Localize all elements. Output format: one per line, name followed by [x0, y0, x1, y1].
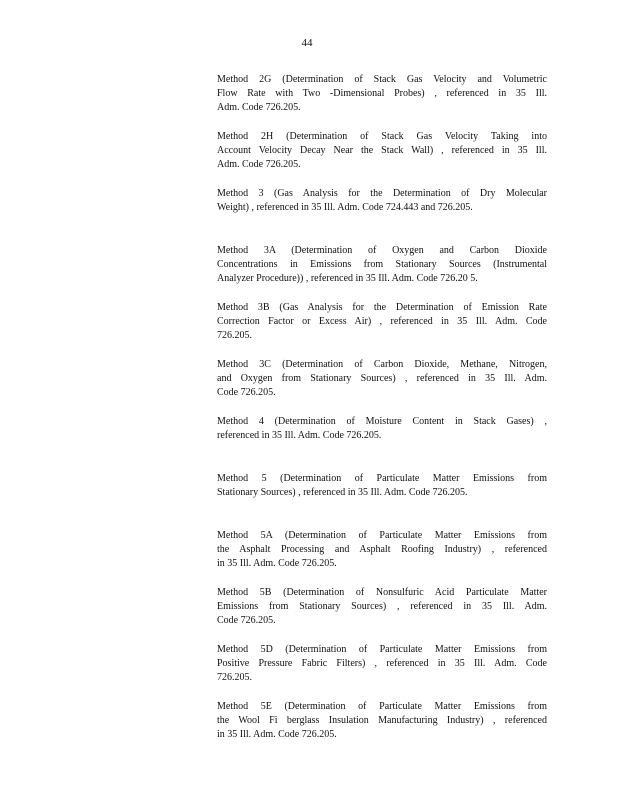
- entry-line: Account Velocity Decay Near the Stack Wall) , referenced in 35 Ill.: [217, 145, 547, 157]
- entry-line: Method 5B (Determination of Nonsulfuric Acid Particulate Matter: [217, 587, 547, 598]
- entry-line: Code 726.205.: [217, 387, 276, 399]
- entry-line: Analyzer Procedure)) , referenced in 35 Ill. Adm. Code 726.20 5.: [217, 273, 478, 285]
- entry-line: Stationary Sources) , referenced in 35 Ill. Adm. Code 726.205.: [217, 487, 468, 499]
- entry-line: Method 3 (Gas Analysis for the Determination of Dry Molecular: [217, 188, 547, 199]
- method-entry: [217, 586, 547, 643]
- entry-line: Method 3A (Determination of Oxygen and Carbon Dioxide: [217, 245, 547, 256]
- entry-line: Correction Factor or Excess Air) , referenced in 35 Ill. Adm. Code: [217, 316, 547, 328]
- method-entry: [217, 130, 547, 187]
- entry-line: Code 726.205.: [217, 615, 276, 627]
- entry-line: Concentrations in Emissions from Stationary Sources (Instrumental: [217, 259, 547, 271]
- entry-line: Method 5A (Determination of Particulate Matter Emissions from: [217, 530, 547, 541]
- entry-line: in 35 Ill. Adm. Code 726.205.: [217, 729, 337, 741]
- entry-line: Emissions from Stationary Sources) , referenced in 35 Ill. Adm.: [217, 601, 547, 613]
- entry-line: Method 2H (Determination of Stack Gas Velocity Taking into: [217, 131, 547, 142]
- entry-line: Method 3C (Determination of Carbon Dioxide, Methane, Nitrogen,: [217, 359, 547, 370]
- method-entry: [217, 73, 547, 130]
- entry-line: Method 5D (Determination of Particulate Matter Emissions from: [217, 644, 547, 655]
- method-entry: [217, 472, 547, 529]
- entry-line: Adm. Code 726.205.: [217, 159, 301, 171]
- entry-line: Positive Pressure Fabric Filters) , referenced in 35 Ill. Adm. Code: [217, 658, 547, 670]
- entry-line: in 35 Ill. Adm. Code 726.205.: [217, 558, 337, 570]
- method-entry: [217, 187, 547, 244]
- method-entry: [217, 244, 547, 301]
- entry-line: Flow Rate with Two -Dimensional Probes) , referenced in 35 Ill.: [217, 88, 547, 100]
- entry-line: Method 3B (Gas Analysis for the Determination of Emission Rate: [217, 302, 547, 313]
- entry-line: the Asphalt Processing and Asphalt Roofing Industry) , referenced: [217, 544, 547, 556]
- entry-line: Weight) , referenced in 35 Ill. Adm. Code 724.443 and 726.205.: [217, 202, 473, 214]
- entry-line: and Oxygen from Stationary Sources) , referenced in 35 Ill. Adm.: [217, 373, 547, 385]
- method-entry: [217, 643, 547, 700]
- entry-line: Method 5E (Determination of Particulate Matter Emissions from: [217, 701, 547, 712]
- method-list: [217, 73, 547, 757]
- entry-line: Method 5 (Determination of Particulate Matter Emissions from: [217, 473, 547, 484]
- entry-line: 726.205.: [217, 672, 252, 684]
- entry-line: 726.205.: [217, 330, 252, 342]
- entry-line: Adm. Code 726.205.: [217, 102, 301, 114]
- page-number: 44: [301, 37, 313, 49]
- method-entry: [217, 301, 547, 358]
- method-entry: [217, 415, 547, 472]
- entry-line: the Wool Fi berglass Insulation Manufacturing Industry) , referenced: [217, 715, 547, 727]
- entry-line: Method 2G (Determination of Stack Gas Velocity and Volumetric: [217, 74, 547, 85]
- entry-line: Method 4 (Determination of Moisture Content in Stack Gases) ,: [217, 416, 547, 427]
- method-entry: [217, 700, 547, 757]
- method-entry: [217, 529, 547, 586]
- method-entry: [217, 358, 547, 415]
- entry-line: referenced in 35 Ill. Adm. Code 726.205.: [217, 430, 382, 442]
